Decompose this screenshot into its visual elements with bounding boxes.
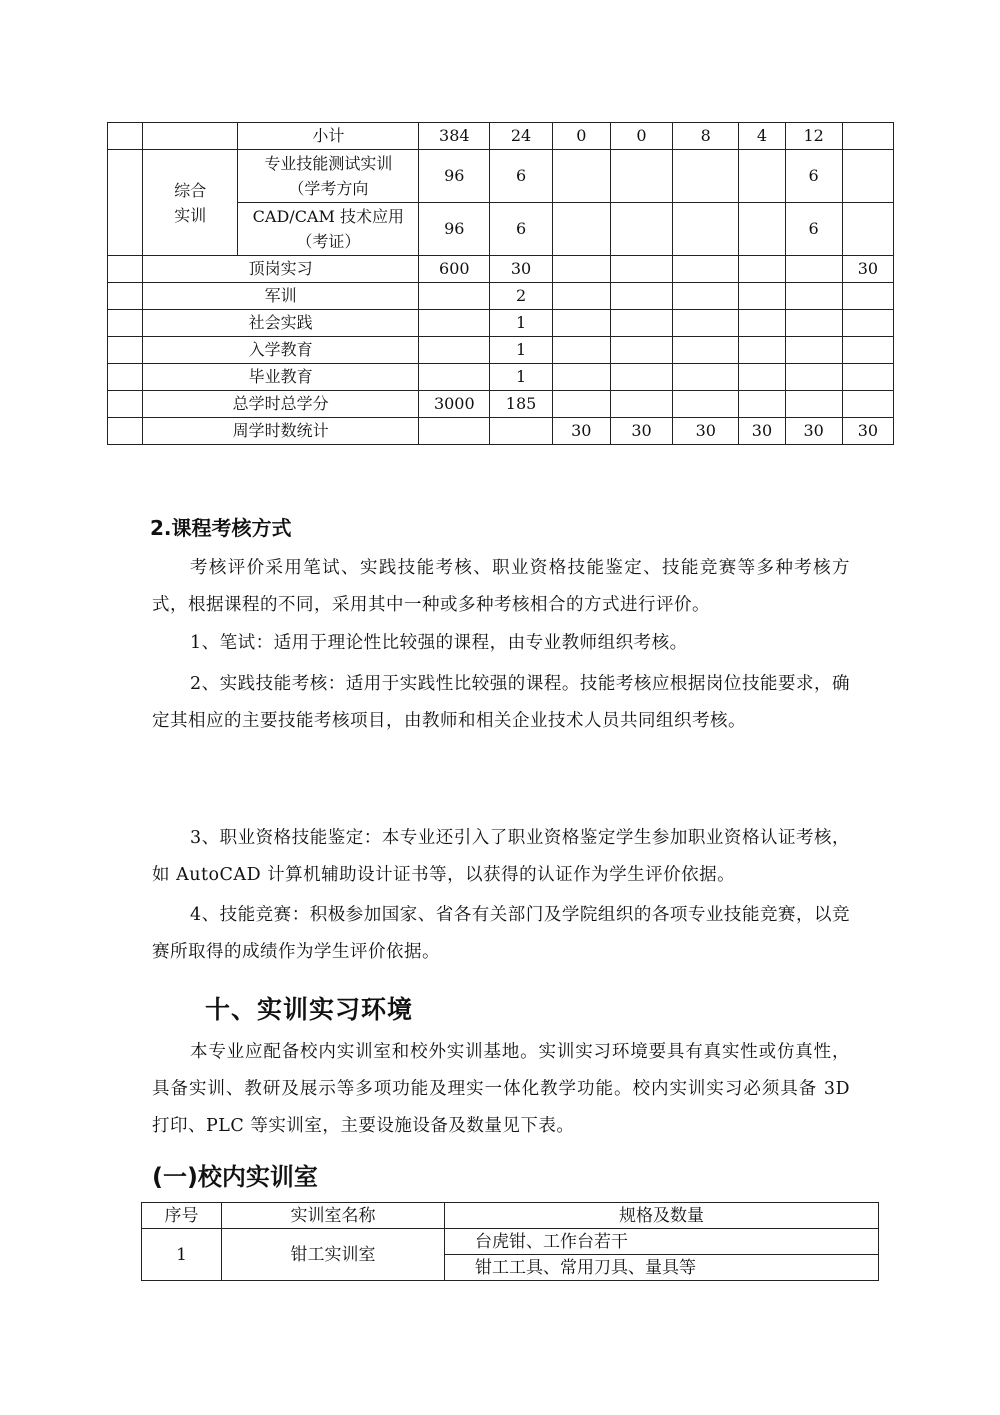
social-label: 社会实践 — [143, 310, 419, 337]
table-row: 1 钳工实训室 台虎钳、工作台若干 — [142, 1229, 879, 1255]
header-name: 实训室名称 — [222, 1203, 445, 1229]
table-row: 社会实践 1 — [108, 310, 894, 337]
graduation-label: 毕业教育 — [143, 364, 419, 391]
table-row: 综合 实训 专业技能测试实训 （学考方向 96 6 6 — [108, 150, 894, 203]
military-label: 军训 — [143, 283, 419, 310]
weekly-label: 周学时数统计 — [143, 418, 419, 445]
paragraph: 4、技能竞赛：积极参加国家、省各有关部门及学院组织的各项专业技能竞赛，以竞赛所取得的成绩作为学生评价依据。 — [152, 905, 850, 962]
table-row: 入学教育 1 — [108, 337, 894, 364]
table-header-row — [142, 1203, 879, 1229]
training-room-table — [141, 1202, 879, 1281]
table-row: 周学时数统计 30 30 30 30 30 30 — [108, 418, 894, 445]
total-label: 总学时总学分 — [143, 391, 419, 418]
paragraph: 考核评价采用笔试、实践技能考核、职业资格技能鉴定、技能竞赛等多种考核方式，根据课程的不同，采用其中一种或多种考核相合的方式进行评价。 — [152, 558, 850, 615]
header-no: 序号 — [142, 1203, 222, 1229]
paragraph: 1、笔试：适用于理论性比较强的课程，由专业教师组织考核。 — [190, 633, 688, 653]
table-row: 军训 2 — [108, 283, 894, 310]
section-heading-training-environment: 十、实训实习环境 — [205, 995, 414, 1024]
table-row: 毕业教育 1 — [108, 364, 894, 391]
internship-label: 顶岗实习 — [143, 256, 419, 283]
table-row: 钳工工具、常用刀具、量具等 — [142, 1255, 879, 1281]
paragraph: 本专业应配备校内实训室和校外实训基地。实训实习环境要具有真实性或仿真性，具备实训、教研及展示等多项功能及理实一体化教学功能。校内实训实习必须具备 3D 打印、PLC 等实训室，主要设施设备及数量见下表。 — [152, 1042, 850, 1136]
group-label: 综合 实训 — [143, 150, 238, 256]
course-schedule-table — [107, 122, 894, 445]
skill-test-label: 专业技能测试实训 （学考方向 — [238, 150, 419, 203]
table-row: 小计 384 24 0 0 8 4 12 — [108, 123, 894, 150]
header-spec: 规格及数量 — [445, 1203, 879, 1229]
subsection-heading: (一)校内实训室 — [152, 1163, 318, 1191]
table-row: CAD/CAM 技术应用 （考证） 96 6 6 — [108, 203, 894, 256]
section-heading-assessment: 2.课程考核方式 — [150, 516, 292, 540]
cadcam-label: CAD/CAM 技术应用 （考证） — [238, 203, 419, 256]
table-row: 总学时总学分 3000 185 — [108, 391, 894, 418]
paragraph: 2、实践技能考核：适用于实践性比较强的课程。技能考核应根据岗位技能要求，确定其相应的主要技能考核项目，由教师和相关企业技术人员共同组织考核。 — [152, 674, 850, 731]
paragraph: 3、职业资格技能鉴定：本专业还引入了职业资格鉴定学生参加职业资格认证考核，如 AutoCAD 计算机辅助设计证书等，以获得的认证作为学生评价依据。 — [152, 828, 850, 885]
enrollment-label: 入学教育 — [143, 337, 419, 364]
table-row: 顶岗实习 600 30 30 — [108, 256, 894, 283]
subtotal-label: 小计 — [238, 123, 419, 150]
